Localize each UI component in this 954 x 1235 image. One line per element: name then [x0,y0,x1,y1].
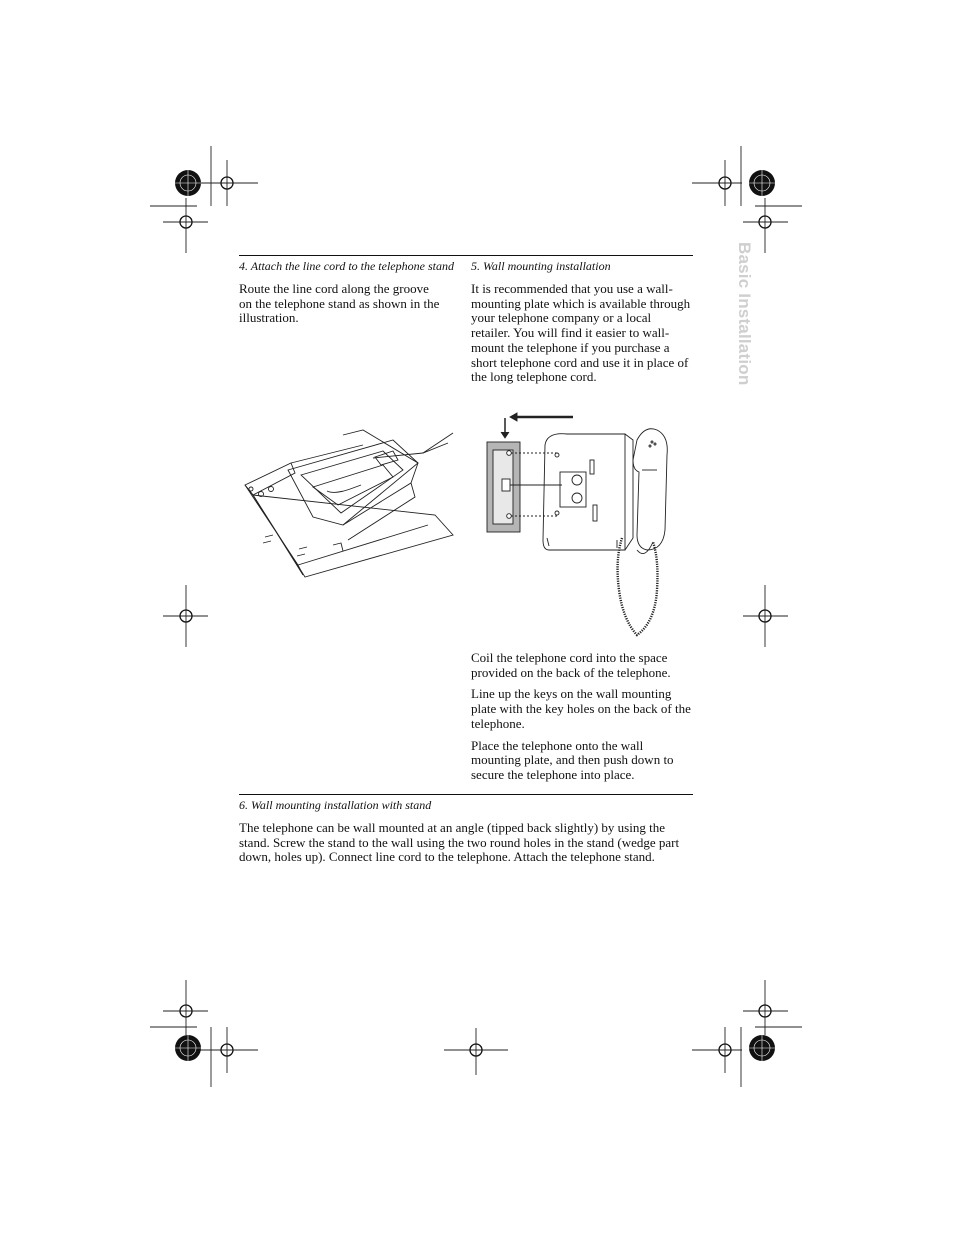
step5-steps [471,651,691,790]
step4-body [239,282,444,333]
step5-paragraph: Coil the telephone cord into the space provided on the back of the telephone. [471,650,671,680]
step4-paragraph: Route the line cord along the groove on the telephone stand as shown in the illustration. [239,281,440,326]
step6-body [239,821,695,872]
section-side-label: Basic Installation [735,242,754,386]
step4-heading: 4. Attach the line cord to the telephone stand [239,259,454,273]
wall-mount-illustration [487,410,687,640]
section-rule [239,794,693,795]
step6-heading: 6. Wall mounting installation with stand [239,798,432,812]
step5-paragraph: Place the telephone onto the wall mounting plate, and then push down to secure the telephone into place. [471,737,674,782]
telephone-stand-illustration [243,425,458,585]
step5-intro-paragraph: It is recommended that you use a wall-mounting plate which is available through your telephone company or a local retailer. You will find it easier to wall-mount the telephone if you purchase a short telephone cord and use it in place of the long telephone cord. [471,281,691,385]
step5-heading: 5. Wall mounting installation [471,259,611,273]
step5-paragraph: Line up the keys on the wall mounting plate with the key holes on the back of the telephone. [471,686,691,731]
step6-paragraph: The telephone can be wall mounted at an angle (tipped back slightly) by using the stand. Screw the stand to the wall using the two round holes in the stand (wedge part down, holes up). Connect line cord to the telephone. Attach the telephone stand. [239,820,680,865]
top-rule [239,255,693,256]
step5-intro [471,282,691,392]
